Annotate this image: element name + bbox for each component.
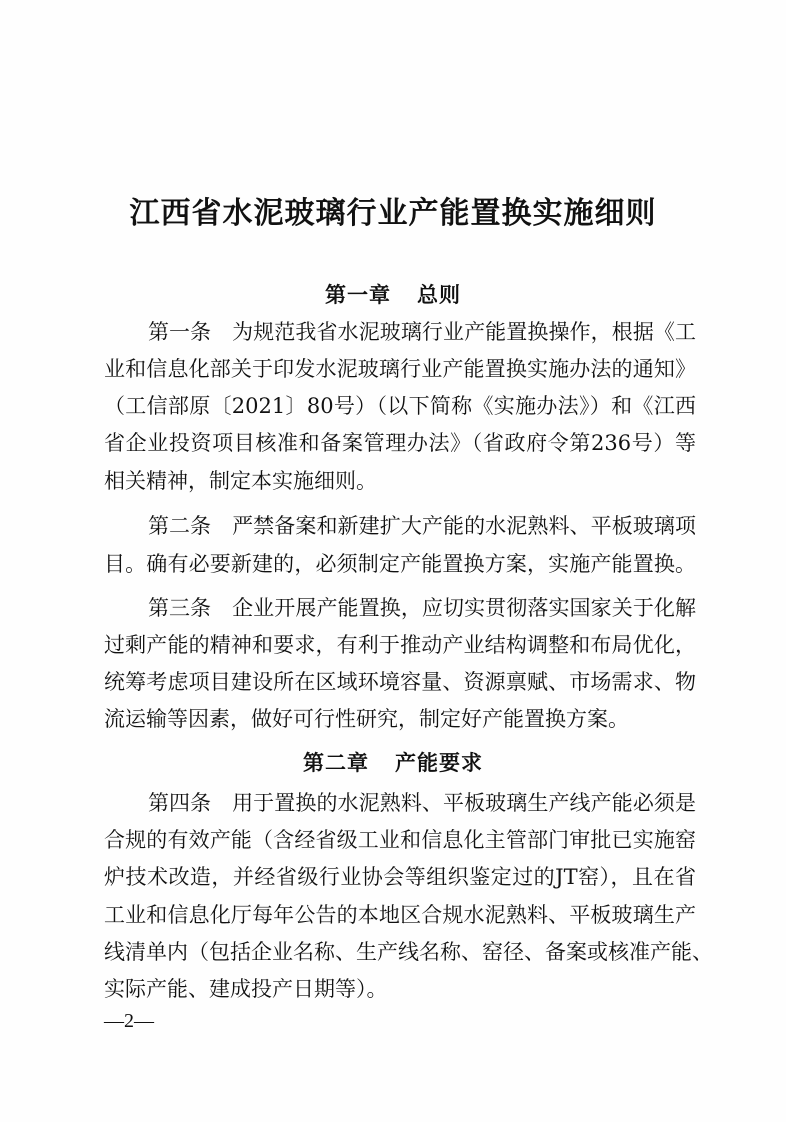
document-title: 江西省水泥玻璃行业产能置换实施细则 <box>129 196 657 231</box>
article-2-line-2: 目。确有必要新建的，必须制定产能置换方案，实施产能置换。 <box>104 552 696 576</box>
article-4-line-3: 炉技术改造，并经省级行业协会等组织鉴定过的JT窑），且在省 <box>104 865 696 889</box>
article-4-line-2: 合规的有效产能（含经省级工业和信息化主管部门审批已实施窑 <box>104 828 696 852</box>
article-label: 第二条 <box>148 514 211 538</box>
article-3-line-1 <box>104 590 696 627</box>
article-text: 严禁备案和新建扩大产能的水泥熟料、平板玻璃项 <box>232 514 696 538</box>
article-1-line-2: 业和信息化部关于印发水泥玻璃行业产能置换实施办法的通知》 <box>104 357 696 381</box>
article-1-line-3: （工信部原〔2021〕80号）（以下简称《实施办法》）和《江西 <box>104 394 696 418</box>
chapter-label: 第二章 <box>303 750 369 775</box>
article-label: 第三条 <box>148 596 211 620</box>
article-text: 企业开展产能置换，应切实贯彻落实国家关于化解 <box>232 596 696 620</box>
article-label: 第四条 <box>148 791 211 815</box>
chapter-name: 总则 <box>417 282 461 307</box>
article-1-line-4: 省企业投资项目核准和备案管理办法》（省政府令第236号）等 <box>104 431 696 455</box>
article-3-line-2: 过剩产能的精神和要求，有利于推动产业结构调整和布局优化， <box>104 633 696 657</box>
chapter-heading-2 <box>0 747 786 777</box>
article-3-line-4: 流运输等因素，做好可行性研究，制定好产能置换方案。 <box>104 707 629 731</box>
article-1-line-5: 相关精神，制定本实施细则。 <box>104 469 377 493</box>
article-4-line-1 <box>104 785 696 822</box>
article-label: 第一条 <box>148 320 211 344</box>
article-4-line-6: 实际产能、建成投产日期等）。 <box>104 977 388 1001</box>
article-text: 为规范我省水泥玻璃行业产能置换操作，根据《工 <box>232 320 696 344</box>
article-1-line-1 <box>104 314 696 351</box>
article-4-line-4: 工业和信息化厅每年公告的本地区合规水泥熟料、平板玻璃生产 <box>104 903 696 927</box>
page-number: —2— <box>104 1010 154 1032</box>
article-2-line-1 <box>104 508 696 545</box>
chapter-label: 第一章 <box>325 282 391 307</box>
chapter-heading-1 <box>0 279 786 309</box>
article-3-line-3: 统筹考虑项目建设所在区域环境容量、资源禀赋、市场需求、物 <box>104 670 696 694</box>
article-text: 用于置换的水泥熟料、平板玻璃生产线产能必须是 <box>232 791 696 815</box>
article-4-line-5: 线清单内（包括企业名称、生产线名称、窑径、备案或核准产能、 <box>104 940 713 964</box>
chapter-name: 产能要求 <box>395 750 483 775</box>
